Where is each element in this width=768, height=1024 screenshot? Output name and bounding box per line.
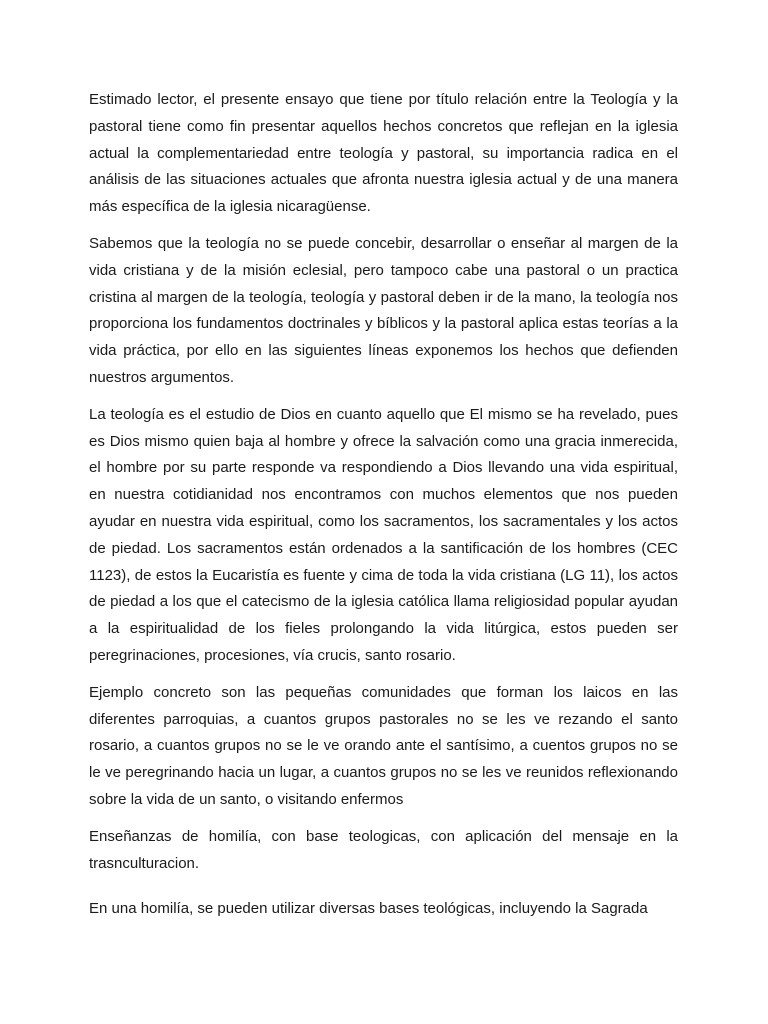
paragraph-theology-definition: La teología es el estudio de Dios en cuanto aquello que El mismo se ha revelado, pues es Dios mismo quien baja al hombre y ofrece la salvación como una gracia inmerecida, el hombre por su parte responde va respondiendo a Dios llevando una vida espiritual, en nuestra cotidianidad nos encontramos con muchos elementos que nos pueden ayudar en nuestra vida espiritual, como los sacramentos, los sacramentales y los actos de piedad. Los sacramentos están ordenados a la santificación de los hombres (CEC 1123), de estos la Eucaristía es fuente y cima de toda la vida cristiana (LG 11), los actos de piedad a los que el catecismo de la iglesia católica llama religiosidad popular ayudan a la espiritualidad de los fieles prolongando la vida litúrgica, estos pueden ser peregrinaciones, procesiones, vía crucis, santo rosario. xyxy=(89,405,678,664)
paragraph-concrete-example: Ejemplo concreto son las pequeñas comunidades que forman los laicos en las diferentes parroquias, a cuantos grupos pastorales no se les ve rezando el santo rosario, a cuantos grupos no se le ve orando ante el santísimo, a cuentos grupos no se le ve peregrinando hacia un lugar, a cuantos grupos no se les ve reunidos reflexionando sobre la vida de un santo, o visitando enfermos xyxy=(89,683,678,808)
document-body xyxy=(89,87,678,933)
paragraph-introduction: Estimado lector, el presente ensayo que tiene por título relación entre la Teología y la pastoral tiene como fin presentar aquellos hechos concretos que reflejan en la iglesia actual la complementariedad entre teología y pastoral, su importancia radica en el análisis de las situaciones actuales que afronta nuestra iglesia actual y de una manera más específica de la iglesia nicaragüense. xyxy=(89,91,678,216)
paragraph-homily-bases: En una homilía, se pueden utilizar diversas bases teológicas, incluyendo la Sagrada xyxy=(89,900,648,918)
paragraph-theology-and-pastoral: Sabemos que la teología no se puede concebir, desarrollar o enseñar al margen de la vida cristiana y de la misión eclesial, pero tampoco cabe una pastoral o un practica cristina al margen de la teología, teología y pastoral deben ir de la mano, la teología nos proporciona los fundamentos doctrinales y bíblicos y la pastoral aplica estas teorías a la vida práctica, por ello en las siguientes líneas exponemos los hechos que defienden nuestros argumentos. xyxy=(89,234,678,386)
paragraph-homily-teachings: Enseñanzas de homilía, con base teologicas, con aplicación del mensaje en la trasnculturacion. xyxy=(89,827,678,872)
